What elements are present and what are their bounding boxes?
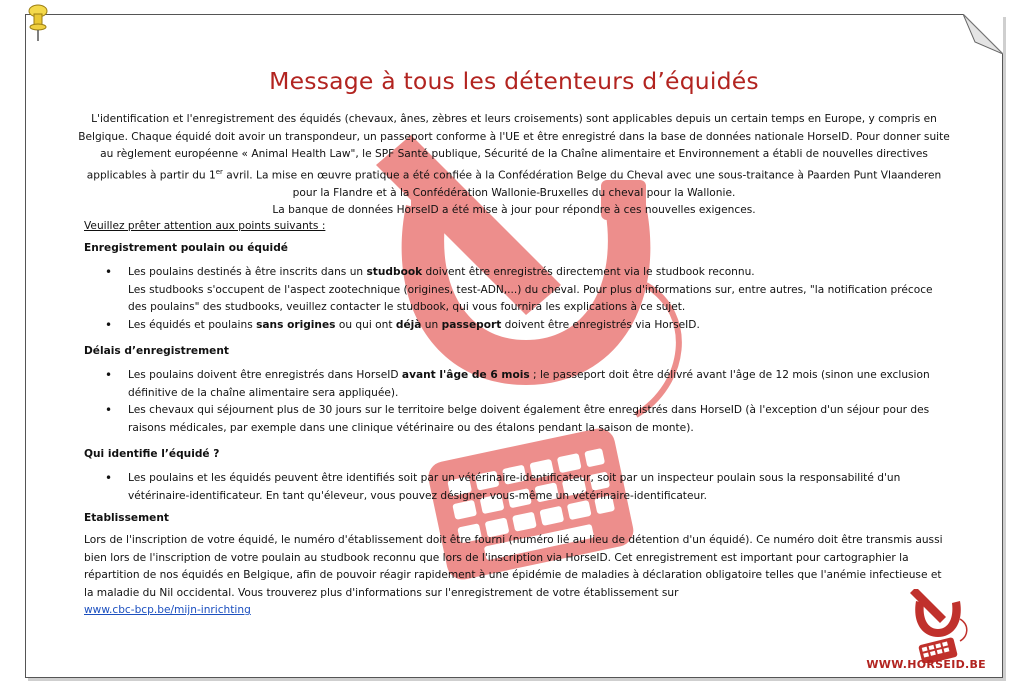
heading-deadlines: Délais d’enregistrement [84,345,229,357]
horseid-logo [906,589,970,663]
establishment-paragraph: Lors de l'inscription de votre équidé, le numéro d'établissement doit être fourni (numéro lié au lieu de détention d'un équidé). Ce numéro doit être transmis aussi bien lors de l'inscription de votre poulain au studbook reconnu que lors de l'inscription via HorseID. Cet enregistrement est important pour cartographier la répartition de nos équidés en Belgique, afin de pouvoir réagir rapidement à une épidémie de maladies à déclaration obligatoire telles que l'anémie infectieuse et la maladie du Nil occidental. Vous trouverez plus d'informations sur l'enregistrement de votre établissement sur www.cbc-bcp.be/mijn-inrichting [84,534,943,616]
list-item: • Les poulains doivent être enregistrés dans HorseID avant l'âge de 6 mois ; le passeport doit être délivré avant l'âge de 12 mois (sinon une exclusion définitive de la chaîne alimentaire sera appliquée). [102,367,952,402]
list-item: • Les poulains et les équidés peuvent être identifiés soit par un vétérinaire-identificateur, soit par un inspecteur poulain sous la responsabilité d'un vétérinaire-identificateur. En tant qu'éleveur, vous pouvez désigner vous-même un vétérinaire-identificateur. [102,470,952,505]
list-registration [102,264,952,334]
heading-identify: Qui identifie l’équidé ? [84,448,220,460]
heading-registration: Enregistrement poulain ou équidé [84,242,288,254]
list-item: • Les équidés et poulains sans origines ou qui ont déjà un passeport doivent être enregistrés via HorseID. [102,317,952,335]
intro-text-2: avril. La mise en œuvre pratique a été confiée à la Confédération Belge du Cheval avec une sous-traitance à Paarden Punt Vlaanderen pour la Flandre et à la Confédération Wallonie-Bruxelles du cheval pour la Wallonie. [222,169,942,199]
intro-paragraph [78,111,950,220]
list-identify [102,470,952,505]
footer-url[interactable]: WWW.HORSEID.BE [866,658,986,671]
document-sheet [25,14,1003,678]
page-title: Message à tous les détenteurs d’équidés [269,67,759,95]
intro-superscript: er [215,167,223,176]
list-item: • Les chevaux qui séjournent plus de 30 jours sur le territoire belge doivent également être enregistrés dans HorseID (à l'exception d'un séjour pour des raisons médicales, par exemple dans une clinique vétérinaire ou des étalons pendant la saison de monte). [102,402,952,437]
list-deadlines [102,367,952,437]
list-item: • Les poulains destinés à être inscrits dans un studbook doivent être enregistrés directement via le studbook reconnu. Les studbooks s'occupent de l'aspect zootechnique (origines, test-ADN,...) du cheval. Pour plus d'informations sur, entre autres, "la notification précoce des poulains" des studbooks, veuillez contacter le studbook, qui vous fournira les explications à ce sujet. [102,264,952,317]
intro-text-1: L'identification et l'enregistrement des équidés (chevaux, ânes, zèbres et leurs croisements) sont applicables depuis un certain temps en Europe, y compris en Belgique. Chaque équidé doit avoir un transpondeur, un passeport conforme à l'UE et être enregistré dans la base de données nationale HorseID. Pour donner suite au règlement européenne « Animal Health Law", le SPF Santé publique, Sécurité de la Chaîne alimentaire et Environnement a établi de nouvelles directives applicables à partir du 1 [78,113,950,182]
establishment-link[interactable]: www.cbc-bcp.be/mijn-inrichting [84,604,251,616]
intro-text-last: La banque de données HorseID a été mise à jour pour répondre à ces nouvelles exigences. [272,204,756,217]
attention-line: Veuillez prêter attention aux points suivants : [84,220,326,232]
heading-establishment: Etablissement [84,512,169,524]
